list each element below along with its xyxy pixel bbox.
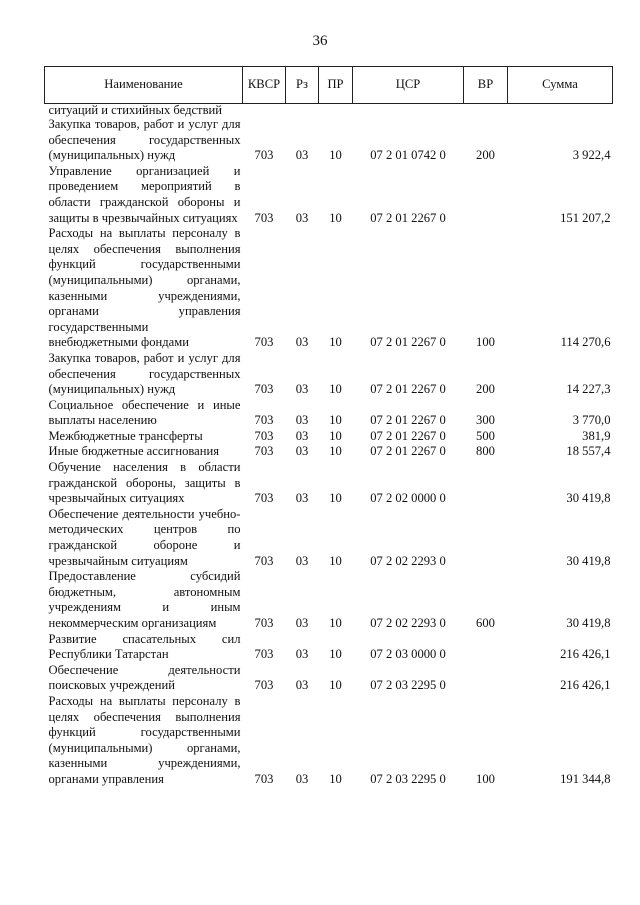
table-header — [45, 67, 613, 104]
row-sum: 18 557,4 — [566, 444, 611, 459]
row-pr: 10 — [329, 771, 342, 786]
table-row — [45, 429, 613, 445]
row-vr: 300 — [476, 413, 495, 428]
page-number: 36 — [312, 33, 328, 49]
row-kvsr: 703 — [254, 148, 274, 163]
row-name: Расходы на выплаты персоналу в целях обеспечения выполнения функций государственными (муниципальными) органами, казенными учреждениями, органами управления государственными внебюджетными фондами — [48, 226, 241, 350]
row-pr: 10 — [329, 413, 342, 428]
row-name: Социальное обеспечение и иные выплаты населению — [48, 397, 241, 428]
table-row — [45, 632, 613, 663]
row-sum — [508, 104, 613, 118]
row-vr: 100 — [476, 335, 495, 350]
row-csr: 07 2 02 0000 0 — [370, 491, 446, 506]
table-row — [45, 569, 613, 631]
row-sum: 14 227,3 — [566, 382, 611, 397]
row-pr: 10 — [329, 428, 342, 443]
table-row — [45, 460, 613, 507]
row-sum: 216 426,1 — [560, 647, 611, 662]
row-vr: 800 — [476, 444, 495, 459]
table-row — [45, 398, 613, 429]
header-pr: ПР — [319, 67, 353, 104]
row-rz: 03 — [295, 210, 309, 225]
header-csr: ЦСР — [353, 67, 464, 104]
row-rz: 03 — [295, 553, 309, 568]
row-csr: 07 2 01 2267 0 — [370, 444, 446, 459]
header-kvsr: КВСР — [243, 67, 286, 104]
table-body — [45, 104, 613, 788]
row-name: Управление организацией и проведением мероприятий в области гражданской обороны и защиты в чрезвычайных ситуациях — [48, 163, 241, 225]
row-kvsr: 703 — [254, 428, 274, 443]
row-pr: 10 — [329, 335, 342, 350]
row-rz: 03 — [295, 678, 309, 693]
table-row — [45, 351, 613, 398]
header-name: Наименование — [45, 67, 243, 104]
row-sum: 216 426,1 — [560, 678, 611, 693]
row-csr: 07 2 01 2267 0 — [370, 413, 446, 428]
row-sum: 3 770,0 — [572, 413, 611, 428]
row-pr: 10 — [329, 553, 342, 568]
row-vr — [464, 460, 508, 507]
row-pr: 10 — [329, 647, 342, 662]
row-vr: 500 — [476, 428, 495, 443]
row-pr: 10 — [329, 148, 342, 163]
header-rz: Рз — [286, 67, 319, 104]
row-csr: 07 2 03 2295 0 — [370, 678, 446, 693]
row-pr — [319, 104, 353, 118]
row-name: Иные бюджетные ассигнования — [48, 444, 220, 459]
row-rz: 03 — [295, 647, 309, 662]
table-row — [45, 117, 613, 164]
row-kvsr: 703 — [254, 771, 274, 786]
row-csr: 07 2 03 2295 0 — [370, 771, 446, 786]
row-sum: 30 419,8 — [566, 553, 611, 568]
row-name: Межбюджетные трансферты — [48, 428, 203, 443]
row-pr: 10 — [329, 616, 342, 630]
row-vr — [464, 507, 508, 569]
row-vr — [464, 104, 508, 118]
row-pr: 10 — [329, 444, 342, 459]
row-kvsr: 703 — [254, 210, 274, 225]
row-sum: 114 270,6 — [560, 335, 611, 350]
row-name: Предоставление субсидий бюджетным, автономным учреждениям и иным некоммерческим организациям — [48, 569, 241, 630]
row-name: Закупка товаров, работ и услуг для обеспечения государственных (муниципальных) нужд — [48, 350, 241, 397]
row-pr: 10 — [329, 678, 342, 693]
row-rz: 03 — [295, 444, 309, 459]
row-csr: 07 2 01 0742 0 — [370, 148, 446, 163]
row-csr: 07 2 01 2267 0 — [370, 335, 446, 350]
table-row — [45, 444, 613, 460]
row-kvsr: 703 — [254, 553, 274, 568]
row-name: Расходы на выплаты персоналу в целях обеспечения выполнения функций государственными (муниципальными) органами, казенными учреждениями, органами управления — [48, 693, 241, 786]
row-name: Закупка товаров, работ и услуг для обеспечения государственных (муниципальных) нужд — [48, 117, 241, 163]
budget-table — [44, 66, 613, 788]
row-csr: 07 2 01 2267 0 — [370, 382, 446, 397]
row-vr: 100 — [476, 771, 495, 786]
row-sum: 3 922,4 — [572, 148, 611, 163]
header-vr: ВР — [464, 67, 508, 104]
row-pr: 10 — [329, 491, 342, 506]
row-csr: 07 2 02 2293 0 — [370, 553, 446, 568]
row-kvsr: 703 — [254, 413, 274, 428]
row-sum: 381,9 — [582, 428, 611, 443]
row-rz: 03 — [295, 335, 309, 350]
row-kvsr: 703 — [254, 382, 274, 397]
row-kvsr: 703 — [254, 616, 274, 630]
row-csr: 07 2 01 2267 0 — [370, 210, 446, 225]
row-vr: 600 — [476, 616, 495, 630]
row-vr — [464, 632, 508, 663]
table-row — [45, 663, 613, 694]
row-rz: 03 — [295, 616, 309, 630]
row-rz: 03 — [295, 148, 309, 163]
row-kvsr: 703 — [254, 678, 274, 693]
row-name: Развитие спасательных сил Республики Татарстан — [48, 631, 241, 662]
row-rz: 03 — [295, 428, 309, 443]
row-sum: 30 419,8 — [566, 491, 611, 506]
table-row — [45, 164, 613, 226]
table-row — [45, 104, 613, 118]
row-kvsr: 703 — [254, 444, 274, 459]
row-kvsr — [243, 104, 286, 118]
table-row — [45, 226, 613, 351]
row-pr: 10 — [329, 210, 342, 225]
row-name: Обеспечение деятельности поисковых учреждений — [48, 662, 241, 693]
row-kvsr: 703 — [254, 647, 274, 662]
row-sum: 151 207,2 — [560, 210, 611, 225]
table-row — [45, 694, 613, 788]
row-csr — [353, 104, 464, 118]
table-row — [45, 507, 613, 569]
row-pr: 10 — [329, 382, 342, 397]
row-kvsr: 703 — [254, 491, 274, 506]
row-vr: 200 — [476, 382, 495, 397]
row-sum: 191 344,8 — [560, 771, 611, 786]
row-vr — [464, 663, 508, 694]
row-rz: 03 — [295, 382, 309, 397]
row-csr: 07 2 03 0000 0 — [370, 647, 446, 662]
row-csr: 07 2 01 2267 0 — [370, 428, 446, 443]
row-kvsr: 703 — [254, 335, 274, 350]
row-name: Обеспечение деятельности учебно-методических центров по гражданской обороне и чрезвычайным ситуациям — [48, 506, 241, 568]
header-sum: Сумма — [508, 67, 613, 104]
row-rz — [286, 104, 319, 118]
row-rz: 03 — [295, 413, 309, 428]
row-name: Обучение населения в области гражданской обороны, защиты в чрезвычайных ситуациях — [48, 460, 241, 506]
row-vr: 200 — [476, 148, 495, 163]
row-rz: 03 — [295, 771, 309, 786]
row-rz: 03 — [295, 491, 309, 506]
row-vr — [464, 164, 508, 226]
row-sum: 30 419,8 — [566, 616, 611, 630]
row-csr: 07 2 02 2293 0 — [370, 616, 446, 630]
row-name: ситуаций и стихийных бедствий — [48, 103, 222, 117]
